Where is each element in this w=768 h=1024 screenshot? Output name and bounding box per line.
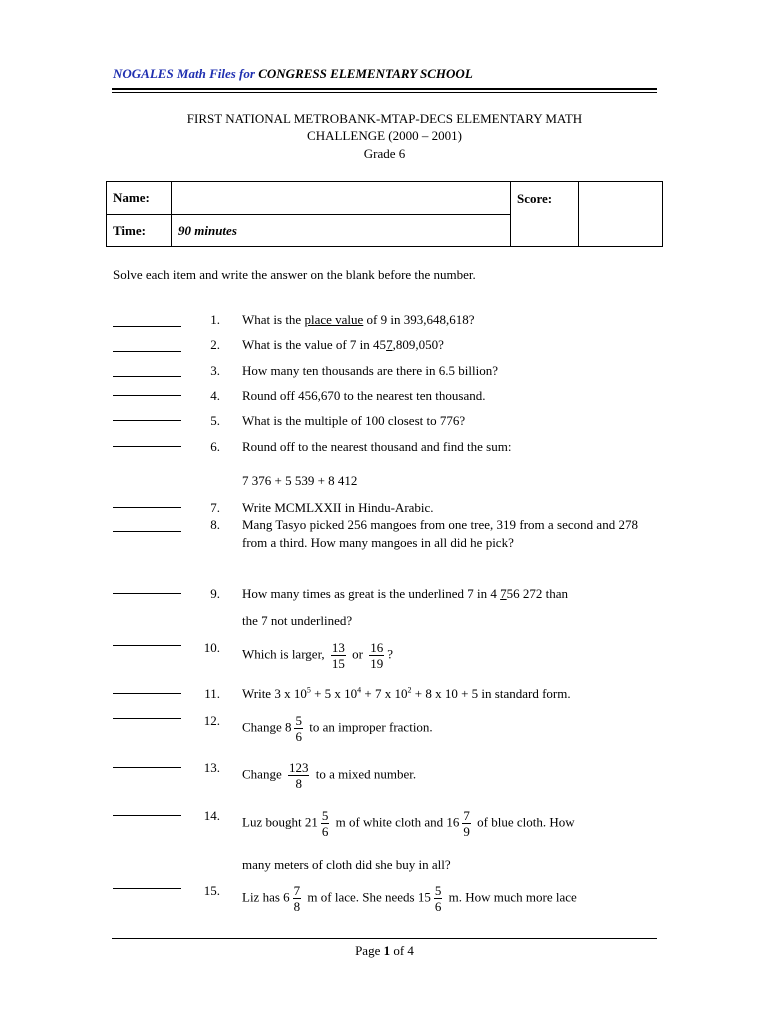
question-6-expression: 7 376 + 5 539 + 8 412: [242, 473, 358, 488]
question-3: How many ten thousands are there in 6.5 billion?: [242, 363, 498, 378]
fraction-7-8: $\frac{7}{8}$: [293, 883, 301, 914]
document-header: [113, 66, 473, 82]
name-label: Name:: [107, 182, 172, 215]
question-9: How many times as great is the underlined 7 in 4 756 272 than: [242, 586, 569, 601]
answer-blank-15[interactable]: [113, 888, 181, 889]
header-source: NOGALES Math Files for: [113, 66, 259, 81]
score-label: Score:: [511, 182, 579, 247]
question-9-continued: the 7 not underlined?: [242, 613, 353, 628]
header-rule-thin: [112, 92, 657, 93]
fraction-5-6: $\frac{5}{6}$: [321, 808, 329, 839]
footer-rule: [112, 938, 657, 939]
item-number-11: 11.: [204, 686, 220, 701]
answer-blank-8[interactable]: [113, 531, 181, 532]
fraction-5-6: $\frac{5}{6}$: [434, 883, 442, 914]
item-number-4: 4.: [210, 388, 220, 403]
fraction-7-9: $\frac{7}{9}$: [463, 808, 470, 839]
question-6: Round off to the nearest thousand and find the sum:: [242, 439, 512, 454]
answer-blank-5[interactable]: [113, 420, 181, 421]
item-number-7: 7.: [210, 500, 220, 515]
item-number-3: 3.: [210, 363, 220, 378]
name-field[interactable]: [172, 182, 511, 215]
question-14-continued: many meters of cloth did she buy in all?: [242, 857, 451, 872]
question-4: Round off 456,670 to the nearest ten thousand.: [242, 388, 486, 403]
question-1: What is the place value of 9 in 393,648,618?: [242, 312, 475, 327]
question-13: Change $\frac{123}{8}$ to a mixed number.: [242, 760, 417, 791]
item-number-5: 5.: [210, 413, 220, 428]
time-value: 90 minutes: [172, 215, 511, 247]
student-info-table: [106, 181, 663, 247]
score-field[interactable]: [579, 182, 663, 247]
title-grade: Grade 6: [363, 146, 406, 161]
item-number-2: 2.: [210, 337, 220, 352]
title-line-2: CHALLENGE (2000 – 2001): [307, 128, 462, 143]
answer-blank-4[interactable]: [113, 395, 181, 396]
item-number-13: 13.: [203, 760, 220, 775]
question-10: Which is larger, $\frac{13}{15}$ or $\frac{16}{19}$ ?: [242, 640, 394, 671]
time-label: Time:: [107, 215, 172, 247]
item-number-9: 9.: [210, 586, 220, 601]
item-number-14: 14.: [203, 808, 220, 823]
item-number-12: 12.: [203, 713, 220, 728]
question-11: Write 3 x $10^5 + 5$ x $10^4 + 7$ x $10^2 + 8$ x 10 + 5 in standard form.: [242, 685, 571, 701]
fraction-16-19: $\frac{16}{19}$: [370, 640, 384, 671]
fraction-13-15: $\frac{13}{15}$: [331, 640, 345, 671]
answer-blank-2[interactable]: [113, 351, 181, 352]
item-number-1: 1.: [210, 312, 220, 327]
question-7: Write MCMLXXII in Hindu-Arabic.: [242, 500, 434, 515]
item-number-6: 6.: [210, 439, 220, 454]
question-12: Change 8 $\frac{5}{6}$ to an improper fraction.: [242, 713, 433, 744]
question-5: What is the multiple of 100 closest to 776?: [242, 413, 466, 428]
question-15: Liz has 6 $\frac{7}{8}$ m of lace. She needs 15 $\frac{5}{6}$ m. How much more lace: [242, 883, 577, 914]
answer-blank-9[interactable]: [113, 593, 181, 594]
answer-blank-11[interactable]: [113, 693, 181, 694]
title-line-1: FIRST NATIONAL METROBANK-MTAP-DECS ELEMENTARY MATH: [186, 111, 583, 126]
fraction-123-8: $\frac{123}{8}$: [288, 760, 309, 791]
item-number-8: 8.: [210, 517, 220, 532]
answer-blank-13[interactable]: [113, 767, 181, 768]
header-school: CONGRESS ELEMENTARY SCHOOL: [258, 66, 473, 81]
question-8: Mang Tasyo picked 256 mangoes from one tree, 319 from a second and 278 from a third. How many mangoes in all did he pick?: [242, 517, 638, 550]
answer-blank-7[interactable]: [113, 507, 181, 508]
answer-blank-6[interactable]: [113, 446, 181, 447]
answer-blank-12[interactable]: [113, 718, 181, 719]
item-number-15: 15.: [203, 883, 220, 898]
instructions: Solve each item and write the answer on the blank before the number.: [113, 267, 476, 282]
answer-blank-10[interactable]: [113, 645, 181, 646]
page-footer: Page 1 of 4: [355, 943, 414, 958]
question-14: Luz bought 21 $\frac{5}{6}$ m of white cloth and 16 $\frac{7}{9}$ of blue cloth. How: [242, 808, 575, 839]
answer-blank-14[interactable]: [113, 815, 181, 816]
current-page-number: 1: [383, 943, 391, 958]
fraction-5-6: $\frac{5}{6}$: [295, 713, 302, 744]
answer-blank-3[interactable]: [113, 376, 181, 377]
answer-blank-1[interactable]: [113, 326, 181, 327]
question-2: What is the value of 7 in 457,809,050?: [242, 337, 444, 352]
item-number-10: 10.: [203, 640, 220, 655]
header-rule-thick: [112, 88, 657, 90]
